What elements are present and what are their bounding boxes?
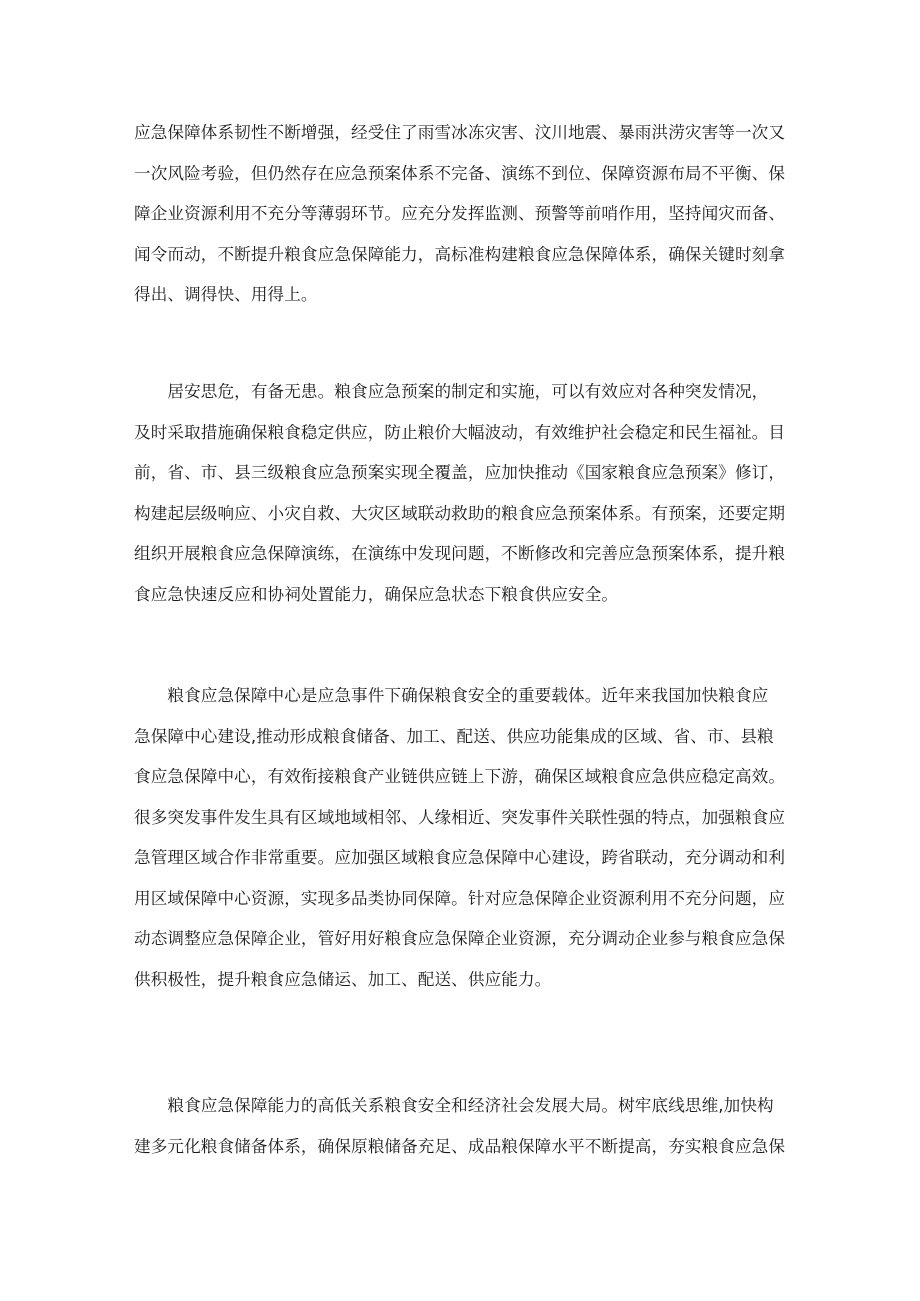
paragraph-line: 供积极性，提升粮食应急储运、加工、配送、供应能力。 [134, 969, 552, 989]
paragraph-line: 建多元化粮食储备体系，确保原粮储备充足、成品粮保障水平不断提高，夯实粮食应急保 [134, 1136, 786, 1156]
paragraph-line: 及时采取措施确保粮食稳定供应，防止粮价大幅波动，有效维护社会稳定和民生福祉。目 [134, 422, 786, 442]
paragraph-3 [134, 676, 798, 1000]
paragraph-2 [134, 372, 798, 615]
paragraph-line: 组织开展粮食应急保障演练，在演练中发现问题，不断修改和完善应急预案体系，提升粮 [134, 544, 786, 563]
paragraph-line: 食应急快速反应和协祠处置能力，确保应急状态下粮食供应安全。 [134, 584, 619, 604]
paragraph-line: 动态调整应急保障企业，管好用好粮食应急保障企业资源，充分调动企业参与粮食应急保 [134, 929, 786, 948]
paragraph-line: 闻令而动，不断提升粮食应急保障能力，高标准构建粮食应急保障体系，确保关键时刻拿 [134, 244, 786, 264]
paragraph-line: 很多突发事件发生具有区域地域相邻、人缘相近、突发事件关联性强的特点，加强粮食应 [134, 807, 786, 827]
paragraph-line: 粮食应急保障能力的高低关系粮食安全和经济社会发展大局。树牢底线思维,加快构 [134, 1096, 774, 1115]
paragraph-line: 用区域保障中心资源，实现多品类协同保障。针对应急保障企业资源利用不充分问题，应 [134, 888, 786, 908]
paragraph-line: 前，省、市、县三级粮食应急预案实现全覆盖，应加快推动《国家粮食应急预案》修订， [134, 463, 786, 482]
paragraph-line: 粮食应急保障中心是应急事件下确保粮食安全的重要载体。近年来我国加快粮食应 [134, 686, 769, 705]
paragraph-line: 得出、调得快、用得上。 [134, 285, 318, 304]
paragraph-line: 急管理区域合作非常重要。应加强区域粮食应急保障中心建设，跨省联动，充分调动和利 [134, 848, 786, 867]
paragraph-line: 构建起层级响应、小灾自救、大灾区域联动救助的粮食应急预案体系。有预案，还要定期 [134, 503, 786, 523]
paragraph-line: 一次风险考验，但仍然存在应急预案体系不完备、演练不到位、保障资源布局不平衡、保 [134, 163, 786, 183]
paragraph-line: 居安思危，有备无患。粮食应急预案的制定和实施，可以有效应对各种突发情况， [134, 382, 769, 401]
paragraph-4 [134, 1086, 798, 1167]
paragraph-line: 障企业资源利用不充分等薄弱环节。应充分发挥监测、预警等前哨作用，坚持闻灾而备、 [134, 204, 786, 223]
paragraph-line: 食应急保障中心，有效衔接粮食产业链供应链上下游，确保区域粮食应急供应稳定高效。 [134, 767, 786, 786]
paragraph-1 [134, 113, 798, 316]
paragraph-line: 应急保障体系韧性不断增强，经受住了雨雪冰冻灾害、汶川地震、暴雨洪涝灾害等一次又 [134, 123, 786, 142]
paragraph-line: 急保障中心建设,推动形成粮食储备、加工、配送、供应功能集成的区域、省、市、县粮 [134, 726, 774, 746]
